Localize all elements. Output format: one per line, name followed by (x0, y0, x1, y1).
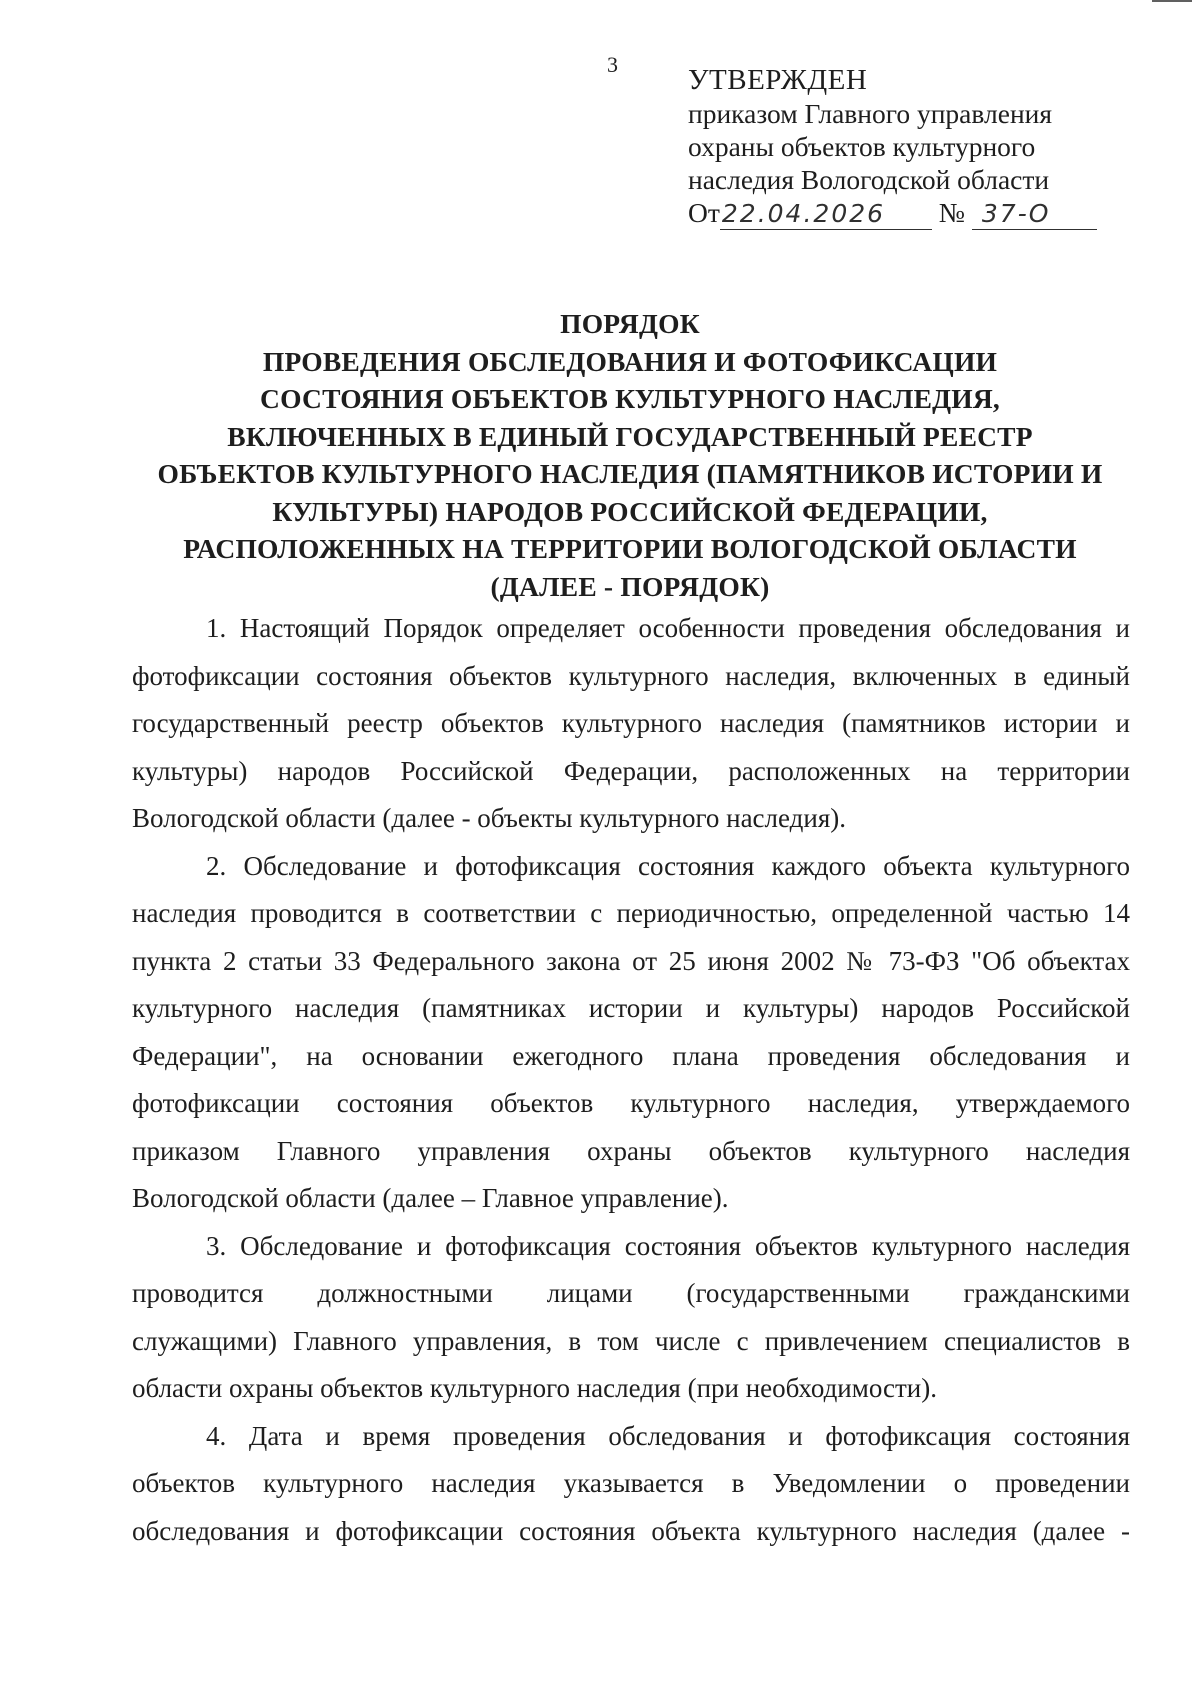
from-label: От (688, 197, 720, 228)
handwritten-order-number: 37-О (972, 199, 1097, 230)
title-line: КУЛЬТУРЫ) НАРОДОВ РОССИЙСКОЙ ФЕДЕРАЦИИ, (272, 495, 988, 527)
paragraph-line: Вологодской области (далее – Главное управление). (132, 1183, 729, 1213)
title-line: (ДАЛЕЕ - ПОРЯДОК) (490, 570, 770, 602)
paragraph-line: наследия проводится в соответствии с периодичностью, определенной частью 14 (132, 898, 1130, 928)
handwritten-date: 22.04.2026 (720, 199, 932, 230)
paragraph-2 (132, 843, 1130, 1223)
paragraph-line: культурного наследия (памятниках истории и культуры) народов Российской (132, 993, 1130, 1023)
title-line: ПОРЯДОК (560, 308, 700, 339)
paragraph-line: 2. Обследование и фотофиксация состояния каждого объекта культурного (206, 850, 1130, 881)
paragraph-line: 4. Дата и время проведения обследования и фотофиксация состояния (206, 1420, 1130, 1451)
paragraph-4 (132, 1413, 1130, 1556)
paragraph-line: Вологодской области (далее - объекты культурного наследия). (132, 803, 846, 833)
page-number: 3 (607, 52, 618, 77)
paragraph-line: пункта 2 статьи 33 Федерального закона от 25 июня 2002 № 73-ФЗ "Об объектах (132, 945, 1130, 976)
approval-line-1: приказом Главного управления (688, 98, 1053, 129)
paragraph-line: Федерации", на основании ежегодного плана проведения обследования и (132, 1040, 1130, 1071)
document-body (132, 605, 1130, 1555)
paragraph-line: культуры) народов Российской Федерации, расположенных на территории (132, 755, 1130, 786)
approval-title: УТВЕРЖДЕН (688, 64, 868, 96)
approval-block (688, 64, 1097, 230)
title-line: ВКЛЮЧЕННЫХ В ЕДИНЫЙ ГОСУДАРСТВЕННЫЙ РЕЕСТР (227, 420, 1033, 452)
document-title (130, 305, 1130, 605)
paragraph-line: приказом Главного управления охраны объектов культурного наследия (132, 1135, 1130, 1166)
paragraph-1 (132, 605, 1130, 843)
title-line: РАСПОЛОЖЕННЫХ НА ТЕРРИТОРИИ ВОЛОГОДСКОЙ ОБЛАСТИ (183, 533, 1077, 564)
paragraph-3 (132, 1223, 1130, 1413)
paragraph-line: служащими) Главного управления, в том числе с привлечением специалистов в (132, 1325, 1130, 1356)
paragraph-line: государственный реестр объектов культурного наследия (памятников истории и (132, 708, 1130, 738)
number-label: № (938, 197, 966, 228)
title-line: ОБЪЕКТОВ КУЛЬТУРНОГО НАСЛЕДИЯ (ПАМЯТНИКОВ ИСТОРИИ И (157, 458, 1103, 489)
approval-line-2: охраны объектов культурного (688, 131, 1036, 162)
title-line: ПРОВЕДЕНИЯ ОБСЛЕДОВАНИЯ И ФОТОФИКСАЦИИ (262, 345, 998, 377)
paragraph-line: объектов культурного наследия указывается в Уведомлении о проведении (132, 1468, 1130, 1498)
paragraph-line: области охраны объектов культурного наследия (при необходимости). (132, 1373, 937, 1403)
approval-date-number-line (688, 196, 1097, 230)
paragraph-line: 3. Обследование и фотофиксация состояния объектов культурного наследия (206, 1230, 1130, 1261)
scan-edge-mark (1152, 0, 1192, 8)
title-line: СОСТОЯНИЯ ОБЪЕКТОВ КУЛЬТУРНОГО НАСЛЕДИЯ, (260, 383, 1000, 414)
approval-line-3: наследия Вологодской области (688, 164, 1050, 195)
paragraph-line: фотофиксации состояния объектов культурного наследия, утверждаемого (132, 1088, 1130, 1118)
paragraph-line: фотофиксации состояния объектов культурного наследия, включенных в единый (132, 660, 1130, 691)
paragraph-line: 1. Настоящий Порядок определяет особенности проведения обследования и (206, 613, 1130, 643)
paragraph-line: обследования и фотофиксации состояния объекта культурного наследия (далее - (132, 1515, 1130, 1546)
paragraph-line: проводится должностными лицами (государственными гражданскими (132, 1278, 1130, 1308)
